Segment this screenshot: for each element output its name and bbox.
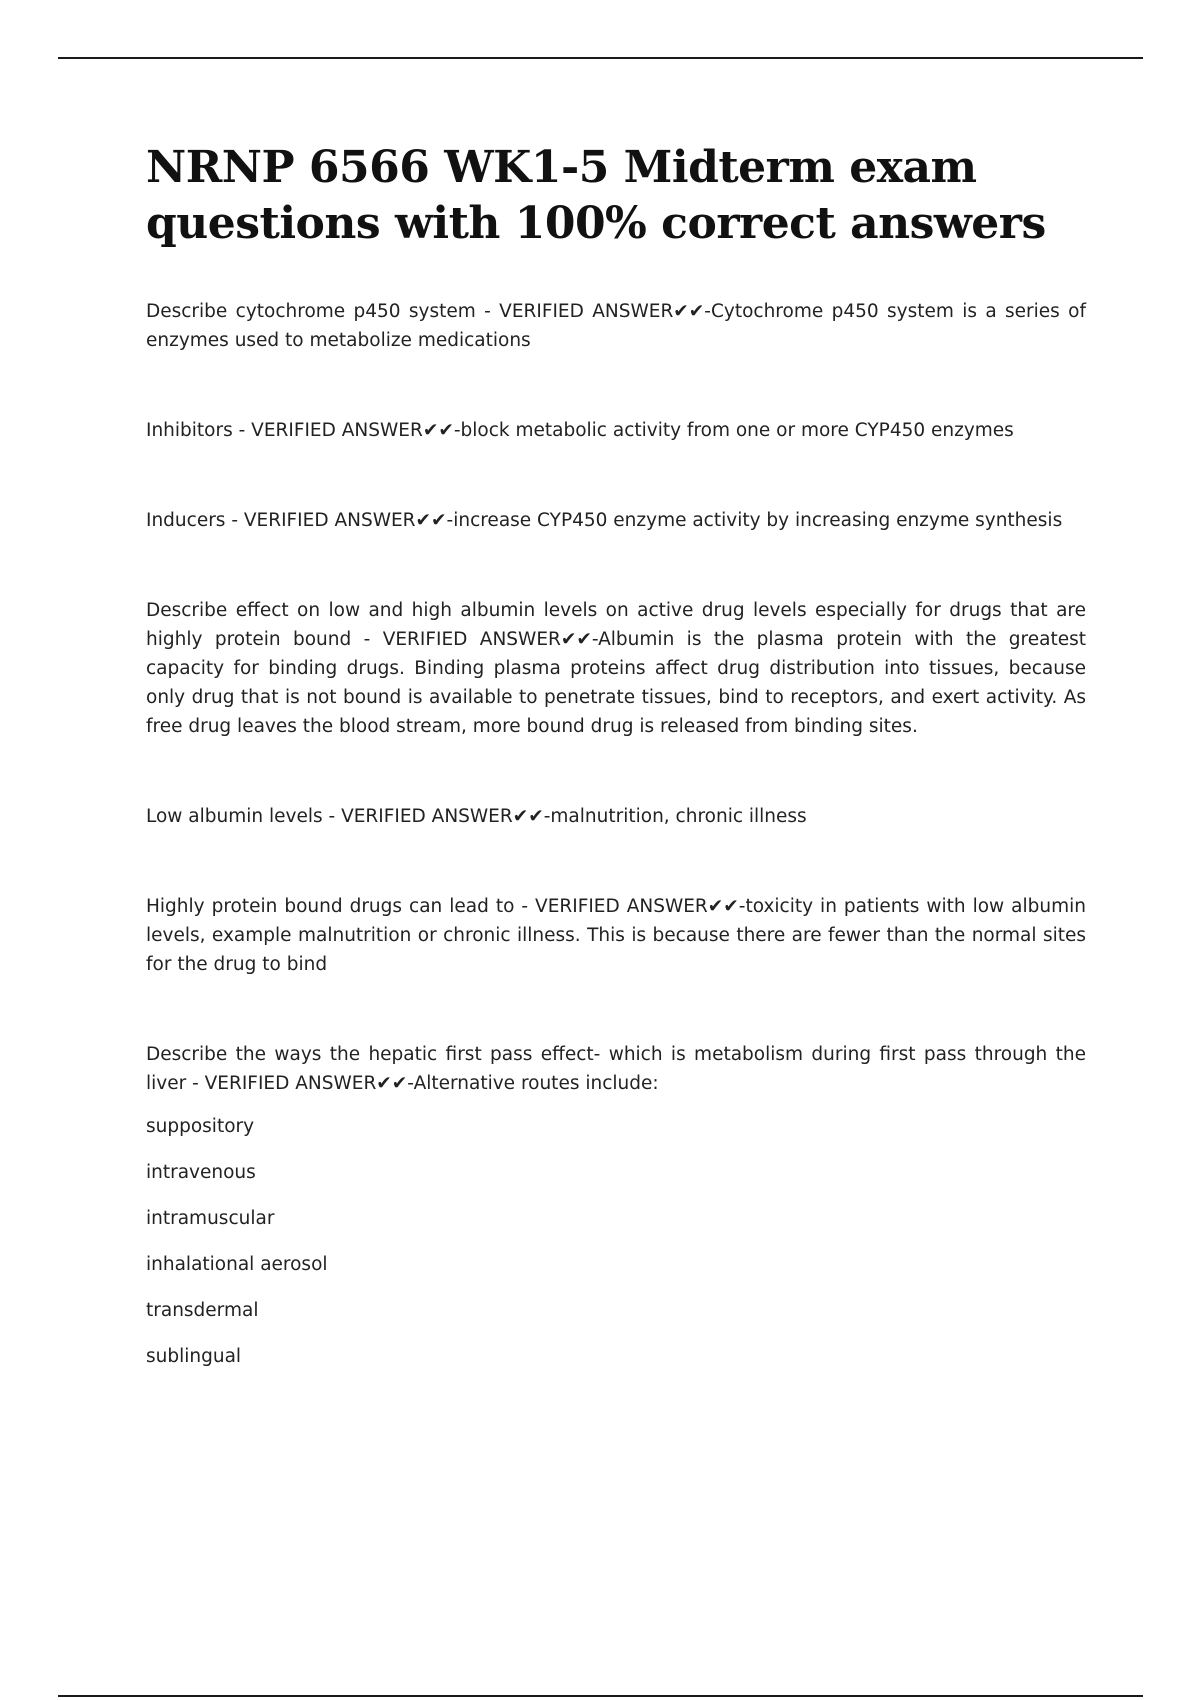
document-title: NRNP 6566 WK1-5 Midterm exam questions with 100% correct answers — [146, 142, 1046, 249]
qa-item-inhibitors: Inhibitors - VERIFIED ANSWER✔✔-block metabolic activity from one or more CYP450 enzymes — [146, 420, 1014, 441]
qa-item-cytochrome: Describe cytochrome p450 system - VERIFIED ANSWER✔✔-Cytochrome p450 system is a series of enzymes used to metabolize medications — [146, 301, 1086, 351]
qa-item-inducers: Inducers - VERIFIED ANSWER✔✔-increase CYP450 enzyme activity by increasing enzyme synthesis — [146, 510, 1063, 531]
list-item: intramuscular — [146, 1208, 275, 1229]
qa-item-protein-bound: Highly protein bound drugs can lead to - VERIFIED ANSWER✔✔-toxicity in patients with low albumin levels, example malnutrition or chronic illness. This is because there are fewer than the normal sites for the drug to bind — [146, 896, 1086, 975]
footer-rule — [58, 1695, 1143, 1697]
list-item: suppository — [146, 1116, 255, 1137]
list-item: intravenous — [146, 1162, 256, 1183]
qa-item-low-albumin: Low albumin levels - VERIFIED ANSWER✔✔-malnutrition, chronic illness — [146, 806, 807, 827]
header-rule — [58, 57, 1143, 59]
list-item: sublingual — [146, 1346, 242, 1367]
qa-item-first-pass: Describe the ways the hepatic first pass effect- which is metabolism during first pass through the liver - VERIFIED ANSWER✔✔-Alternative routes include: — [146, 1044, 1086, 1094]
document-page — [146, 140, 1086, 1388]
list-item: transdermal — [146, 1300, 259, 1321]
route-list — [146, 1112, 1086, 1371]
qa-item-albumin-effect: Describe effect on low and high albumin levels on active drug levels especially for drugs that are highly protein bound - VERIFIED ANSWER✔✔-Albumin is the plasma protein with the greatest capacity for binding drugs. Binding plasma proteins affect drug distribution into tissues, because only drug that is not bound is available to penetrate tissues, bind to receptors, and exert activity. As free drug leaves the blood stream, more bound drug is released from binding sites. — [146, 600, 1086, 737]
list-item: inhalational aerosol — [146, 1254, 328, 1275]
